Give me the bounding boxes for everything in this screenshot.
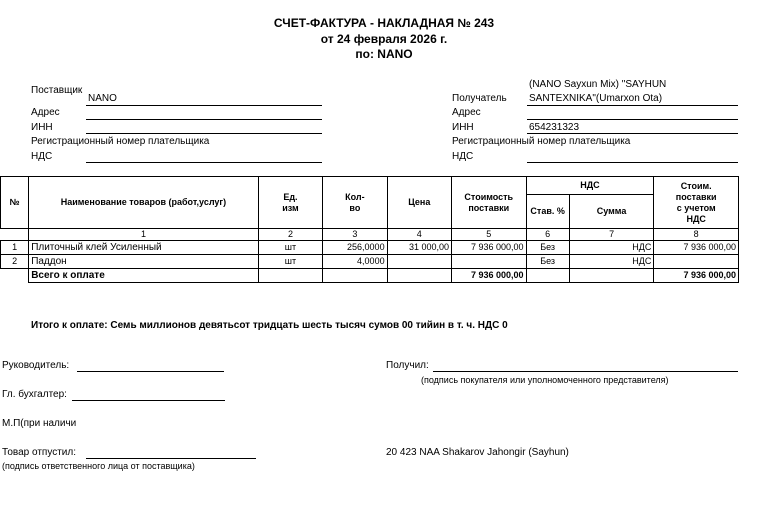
supplier-inn-underline [86, 133, 322, 134]
received-note: (подпись покупателя или уполномоченного представителя) [421, 375, 669, 385]
invoice-date: от 24 февраля 2026 г. [320, 32, 448, 46]
released-label: Товар отпустил: [2, 447, 76, 458]
col-header-total [654, 177, 739, 229]
total-row [1, 269, 739, 283]
accountant-signature-line [72, 400, 225, 401]
col-header-total-line3: с учетом [676, 202, 716, 213]
row-name: Паддон [29, 255, 259, 269]
table-row [1, 255, 739, 269]
received-label: Получил: [386, 360, 429, 371]
col-header-nds: НДС [526, 177, 654, 195]
invoice-title: СЧЕТ-ФАКТУРА - НАКЛАДНАЯ № 243 [273, 16, 495, 30]
supplier-reg-label: Регистрационный номер плательщика [31, 136, 210, 147]
header-row-1 [1, 177, 739, 195]
row-total: 7 936 000,00 [654, 241, 739, 255]
director-signature-line [77, 371, 224, 372]
row-sum: НДС [569, 241, 654, 255]
total-blank [258, 269, 322, 283]
col-number: 3 [323, 229, 387, 241]
total-row-empty [1, 269, 29, 283]
table-row [1, 241, 739, 255]
col-header-num: № [1, 177, 29, 229]
row-num: 1 [1, 241, 29, 255]
received-signature-line [433, 371, 738, 372]
receiver-label: Получатель [452, 93, 507, 104]
col-header-cost [452, 177, 527, 229]
col-number: 6 [526, 229, 569, 241]
col-header-total-line4: НДС [686, 213, 706, 224]
col-header-cost-line2: поставки [468, 202, 510, 213]
total-blank [526, 269, 569, 283]
total-with-nds: 7 936 000,00 [654, 269, 739, 283]
receiver-reg-label: Регистрационный номер плательщика [452, 136, 631, 147]
col-header-qty [323, 177, 387, 229]
director-label: Руководитель: [2, 360, 70, 371]
row-qty: 4,0000 [323, 255, 387, 269]
agent-name: 20 423 NAA Shakarov Jahongir (Sayhun) [386, 447, 569, 458]
receiver-nds-underline [527, 162, 738, 163]
supplier-value: NANO [88, 93, 117, 104]
total-blank [323, 269, 387, 283]
col-header-sum: Сумма [569, 195, 654, 229]
supplier-nds-label: НДС [31, 151, 53, 162]
accountant-label: Гл. бухгалтер: [2, 389, 67, 400]
row-rate: Без [526, 241, 569, 255]
total-blank [569, 269, 654, 283]
supplier-inn-label: ИНН [31, 122, 53, 133]
total-cost: 7 936 000,00 [452, 269, 527, 283]
col-number-empty [1, 229, 29, 241]
row-price: 31 000,00 [387, 241, 451, 255]
receiver-address-underline [527, 119, 738, 120]
col-header-unit-line2: изм [282, 202, 299, 213]
col-number: 1 [29, 229, 259, 241]
row-sum: НДС [569, 255, 654, 269]
total-label: Всего к оплате [29, 269, 259, 283]
row-total [654, 255, 739, 269]
col-number: 2 [258, 229, 322, 241]
invoice-basis: по: NANO [355, 47, 413, 61]
receiver-inn-underline [527, 133, 738, 134]
supplier-address-underline [86, 119, 322, 120]
row-rate: Без [526, 255, 569, 269]
column-numbers-row [1, 229, 739, 241]
stamp-label: М.П(при наличи [2, 418, 77, 429]
supplier-underline [86, 105, 322, 106]
receiver-underline [527, 105, 738, 106]
col-header-qty-line2: во [349, 202, 361, 213]
row-cost: 7 936 000,00 [452, 241, 527, 255]
col-header-unit [258, 177, 322, 229]
items-table [0, 176, 739, 283]
col-number: 5 [452, 229, 527, 241]
receiver-address-label: Адрес [452, 107, 481, 118]
receiver-nds-label: НДС [452, 151, 474, 162]
row-name: Плиточный клей Усиленный [29, 241, 259, 255]
row-unit: шт [258, 241, 322, 255]
col-header-rate: Став. % [526, 195, 569, 229]
col-number: 7 [569, 229, 654, 241]
receiver-inn-label: ИНН [452, 122, 474, 133]
row-unit: шт [258, 255, 322, 269]
amount-in-words: Итого к оплате: Семь миллионов девятьсот тридцать шесть тысяч сумов 00 тийин в т. ч. НДС 0 [31, 320, 508, 331]
col-number: 4 [387, 229, 451, 241]
col-header-name: Наименование товаров (работ,услуг) [29, 177, 259, 229]
released-signature-line [86, 458, 256, 459]
col-header-cost-line1: Стоимость [464, 191, 514, 202]
col-header-total-line2: поставки [675, 191, 717, 202]
col-number: 8 [654, 229, 739, 241]
row-price [387, 255, 451, 269]
receiver-value-line2: SANTEXNIKA"(Umarxon Ota) [529, 93, 663, 104]
col-header-price: Цена [387, 177, 451, 229]
receiver-value-line1: (NANO Sayxun Mix) "SAYHUN [529, 79, 667, 90]
supplier-nds-underline [86, 162, 322, 163]
released-note: (подпись ответственного лица от поставщика) [2, 461, 195, 471]
supplier-label: Поставщик [31, 85, 83, 96]
total-blank [387, 269, 451, 283]
receiver-inn-value: 654231323 [529, 122, 580, 133]
row-num: 2 [1, 255, 29, 269]
col-header-qty-line1: Кол- [345, 191, 365, 202]
col-header-unit-line1: Ед. [283, 191, 298, 202]
col-header-total-line1: Стоим. [680, 180, 712, 191]
row-qty: 256,0000 [323, 241, 387, 255]
supplier-address-label: Адрес [31, 107, 60, 118]
row-cost [452, 255, 527, 269]
